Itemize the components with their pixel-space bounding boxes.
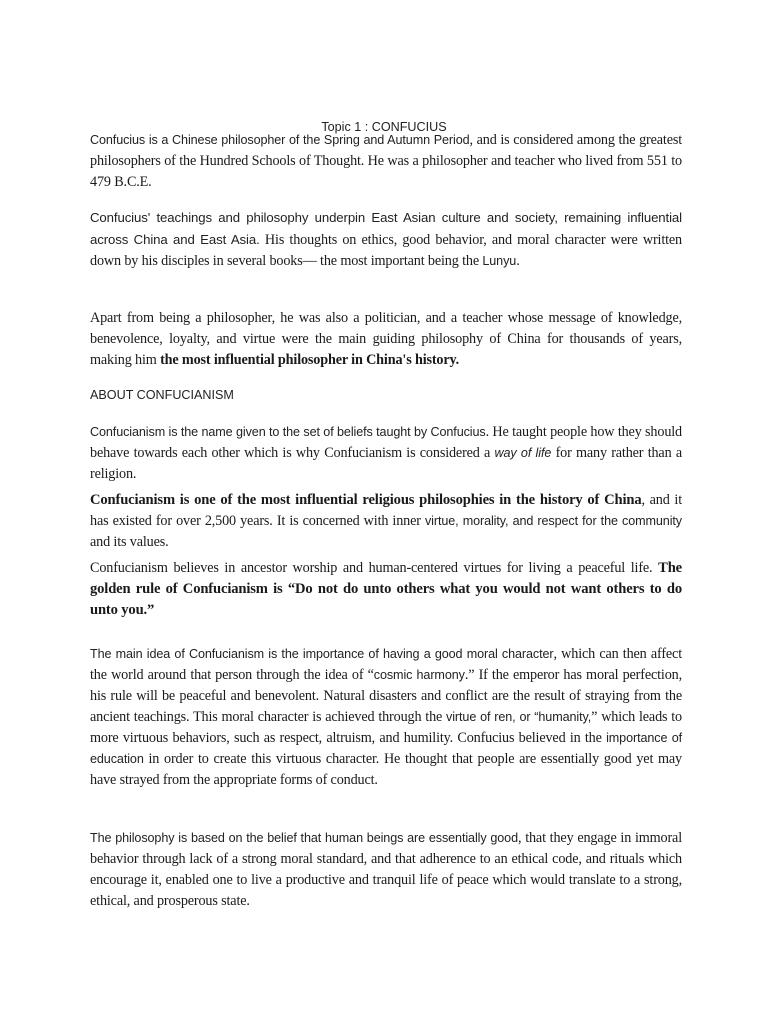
text-segment: in order to create this virtuous character. He thought that people are essentially good yet may have strayed from the appropriate forms of conduct. (90, 751, 682, 788)
text-segment: virtue, morality, and respect for the community (424, 514, 682, 528)
paragraph-religious-philosophy (90, 490, 682, 553)
text-segment: virtue of ren, or “humanity, (446, 710, 592, 724)
text-segment: . (516, 253, 520, 269)
text-segment: Confucius' teachings and philosophy underpin East Asian culture and society, remaining influential across China and East Asia. (90, 210, 682, 247)
paragraph-teachings (90, 207, 682, 272)
text-segment-bold: The golden rule of Confucianism is “Do not do unto others what you would not want others to do unto you.” (90, 560, 682, 618)
text-segment: .” If the emperor has moral perfection, his rule will be peaceful and benevolent. Natural disasters and conflict are the result of straying from the ancient teachings. This moral character is achieved through the (90, 667, 682, 725)
text-segment: The main idea of Confucianism is the importance of having a good moral character (90, 647, 554, 661)
paragraph-confucianism-definition (90, 422, 682, 485)
paragraph-human-goodness (90, 828, 682, 912)
text-segment: The philosophy is based on the belief that human beings are essentially good (90, 831, 518, 845)
text-segment: His thoughts on ethics, good behavior, and moral character were written down by his disciples in several books— the most important being the (90, 232, 683, 269)
document-title: Topic 1 : CONFUCIUS (321, 120, 447, 134)
paragraph-main-idea (90, 644, 682, 791)
paragraph-confucius-intro (90, 130, 682, 193)
text-segment: cosmic harmony (373, 668, 465, 682)
text-segment: importance of education (90, 731, 682, 766)
text-segment: Lunyu (482, 254, 517, 268)
text-segment: , which can then affect the world around that person through the idea of “ (90, 646, 682, 683)
section-heading: ABOUT CONFUCIANISM (90, 388, 234, 402)
text-segment: Confucius is a Chinese philosopher of the Spring and Autumn Period (90, 133, 470, 147)
text-segment-bold: the most influential philosopher in China's history. (160, 352, 460, 368)
paragraph-golden-rule (90, 558, 682, 621)
text-segment: , that they engage in immoral behavior through lack of a strong moral standard, and that adherence to an ethical code, and rituals which encourage it, enabled one to live a productive and tranquil life of peace which would translate to a strong, ethical, and prosperous state. (90, 830, 682, 909)
text-segment: Confucianism believes in ancestor worship and human-centered virtues for living a peaceful life. (90, 560, 659, 576)
text-segment-bold: Confucianism is one of the most influential religious philosophies in the history of China (90, 492, 642, 508)
text-segment: ” which leads to more virtuous behaviors, such as respect, altruism, and humility. Confucius believed in the (90, 709, 682, 746)
text-segment-italic: way of life (494, 446, 552, 460)
text-segment: Confucianism is the name given to the set of beliefs taught by Confucius (90, 425, 486, 439)
paragraph-influence (90, 308, 682, 371)
text-segment: and its values. (90, 534, 169, 550)
text-segment: Apart from being a philosopher, he was also a politician, and a teacher whose message of knowledge, benevolence, loyalty, and virtue were the main guiding philosophy of China for thousands of years, making him (90, 310, 682, 368)
text-segment: . He taught people how they should behave towards each other which is why Confucianism is considered a (90, 424, 682, 461)
text-segment: for many rather than a religion. (90, 445, 682, 482)
text-segment: , and is considered among the greatest philosophers of the Hundred Schools of Thought. He was a philosopher and teacher who lived from 551 to 479 B.C.E. (90, 132, 682, 190)
text-segment: , and it has existed for over 2,500 years. It is concerned with inner (90, 492, 682, 529)
